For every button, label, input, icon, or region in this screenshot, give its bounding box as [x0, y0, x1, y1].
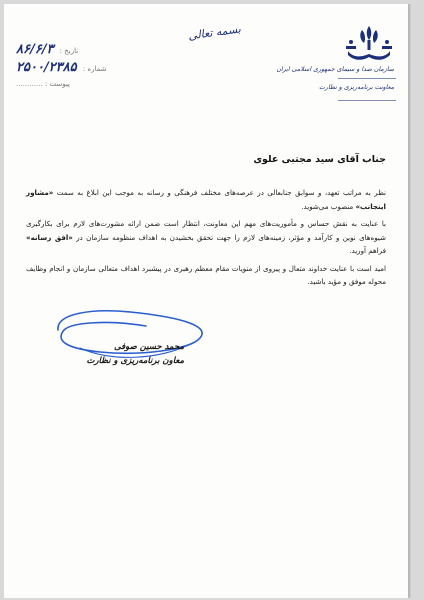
- attachment-dots: ............: [16, 80, 43, 88]
- letter-page: [4, 4, 411, 598]
- date-field: [16, 42, 78, 57]
- date-value: ۸۶/۶/۳: [16, 42, 54, 57]
- paragraph-text: منصوب می‌شوید.: [301, 201, 356, 211]
- department-name: معاونت برنامه‌ریزی و نظارت: [319, 84, 394, 91]
- paragraph-appointment: [26, 186, 386, 213]
- addressee: جناب آقای سید مجتبی علوی: [253, 154, 386, 165]
- letter-body: [26, 186, 386, 293]
- paragraph-text: فراهم آورید.: [349, 246, 386, 255]
- signer-name: محمد حسین صوفی: [114, 342, 184, 352]
- paragraph-closing: امید است با عنایت خداوند متعال و پیروی از منویات مقام معظم رهبری در پیشبرد اهداف متعالی سازمان و انجام وظایف محوله موفق و مؤید باشید.: [26, 263, 386, 286]
- number-value: ۲۵۰۰/۲۳۸۵: [16, 60, 77, 75]
- attachment-label: پیوست :: [44, 80, 70, 88]
- signer-title: معاون برنامه‌ریزی و نظارت: [86, 356, 184, 366]
- paragraph-text: نظر به مراتب تعهد، و سوابق جنابعالی در عرصه‌های مختلف فرهنگی و رسانه به موجب این ابلاغ به سمت: [53, 188, 386, 197]
- bismillah-heading: بسمه تعالی: [187, 22, 242, 43]
- signature-scribble: [50, 300, 220, 380]
- page-edge: [408, 4, 410, 598]
- number-label: شماره :: [82, 65, 107, 73]
- attachment-field: [16, 80, 70, 88]
- paragraph-expectations: [26, 217, 386, 258]
- program-title: «افق رسانه»: [26, 232, 73, 242]
- date-label: تاریخ :: [59, 47, 79, 55]
- header-divider: [338, 78, 396, 79]
- irib-logo: [342, 24, 396, 62]
- position-title: «مشاور اینجانب»: [26, 188, 386, 211]
- paragraph-text: با عنایت به نقش حساس و مأموریت‌های مهم این معاونت، انتظار است ضمن ارائه مشورت‌های لازم برای بکارگیری شیوه‌های نوین و کارآمد و مؤثر، زمینه‌های لازم را جهت تحقق بخشیدن به اهداف منظومه سازمان در: [26, 219, 387, 242]
- header-divider: [338, 100, 396, 101]
- organization-name: سازمان صدا و سیمای جمهوری اسلامی ایران: [276, 66, 394, 73]
- number-field: [16, 60, 107, 75]
